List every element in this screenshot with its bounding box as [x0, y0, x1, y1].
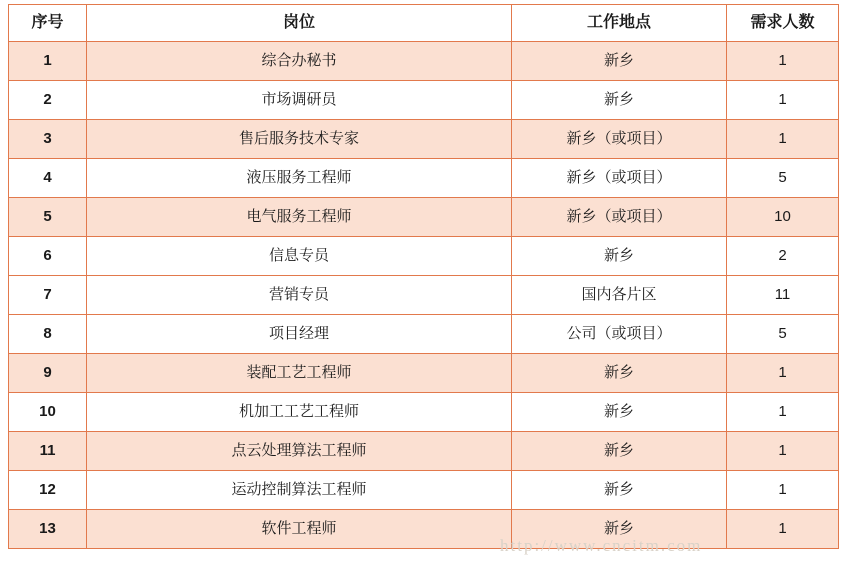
- cell-index: 7: [9, 276, 87, 315]
- table-row: [9, 42, 839, 81]
- cell-location: 新乡: [512, 432, 727, 471]
- cell-position: 售后服务技术专家: [87, 120, 512, 159]
- column-header-count: 需求人数: [727, 5, 839, 42]
- cell-index: 11: [9, 432, 87, 471]
- table-row: [9, 198, 839, 237]
- table-row: [9, 510, 839, 549]
- cell-position: 信息专员: [87, 237, 512, 276]
- cell-location: 新乡（或项目）: [512, 159, 727, 198]
- cell-count: 5: [727, 159, 839, 198]
- cell-location: 新乡: [512, 393, 727, 432]
- cell-position: 液压服务工程师: [87, 159, 512, 198]
- cell-location: 新乡: [512, 471, 727, 510]
- cell-index: 4: [9, 159, 87, 198]
- cell-location: 新乡（或项目）: [512, 198, 727, 237]
- cell-index: 8: [9, 315, 87, 354]
- cell-count: 1: [727, 393, 839, 432]
- table-row: [9, 120, 839, 159]
- table-row: [9, 81, 839, 120]
- cell-count: 1: [727, 471, 839, 510]
- cell-count: 1: [727, 42, 839, 81]
- cell-location: 新乡: [512, 81, 727, 120]
- cell-position: 综合办秘书: [87, 42, 512, 81]
- cell-location: 国内各片区: [512, 276, 727, 315]
- cell-location: 新乡: [512, 237, 727, 276]
- cell-index: 5: [9, 198, 87, 237]
- cell-count: 1: [727, 432, 839, 471]
- cell-index: 3: [9, 120, 87, 159]
- cell-position: 装配工艺工程师: [87, 354, 512, 393]
- cell-count: 1: [727, 120, 839, 159]
- cell-index: 1: [9, 42, 87, 81]
- cell-count: 5: [727, 315, 839, 354]
- cell-location: 新乡: [512, 510, 727, 549]
- cell-index: 9: [9, 354, 87, 393]
- cell-location: 新乡: [512, 42, 727, 81]
- job-requirements-table-container: [8, 4, 838, 549]
- cell-count: 11: [727, 276, 839, 315]
- table-row: [9, 432, 839, 471]
- cell-index: 6: [9, 237, 87, 276]
- table-body: [9, 42, 839, 549]
- table-row: [9, 471, 839, 510]
- table-row: [9, 237, 839, 276]
- cell-location: 公司（或项目）: [512, 315, 727, 354]
- table-row: [9, 159, 839, 198]
- cell-count: 1: [727, 81, 839, 120]
- column-header-location: 工作地点: [512, 5, 727, 42]
- cell-count: 10: [727, 198, 839, 237]
- table-header: [9, 5, 839, 42]
- cell-position: 机加工工艺工程师: [87, 393, 512, 432]
- cell-count: 2: [727, 237, 839, 276]
- table-row: [9, 393, 839, 432]
- cell-location: 新乡: [512, 354, 727, 393]
- cell-position: 市场调研员: [87, 81, 512, 120]
- column-header-index: 序号: [9, 5, 87, 42]
- cell-position: 营销专员: [87, 276, 512, 315]
- cell-index: 12: [9, 471, 87, 510]
- column-header-position: 岗位: [87, 5, 512, 42]
- cell-position: 点云处理算法工程师: [87, 432, 512, 471]
- cell-position: 电气服务工程师: [87, 198, 512, 237]
- watermark: http://www.cncitm.com: [500, 536, 703, 555]
- cell-index: 10: [9, 393, 87, 432]
- cell-count: 1: [727, 510, 839, 549]
- cell-position: 运动控制算法工程师: [87, 471, 512, 510]
- cell-position: 项目经理: [87, 315, 512, 354]
- cell-index: 13: [9, 510, 87, 549]
- cell-position: 软件工程师: [87, 510, 512, 549]
- table-row: [9, 354, 839, 393]
- cell-index: 2: [9, 81, 87, 120]
- cell-count: 1: [727, 354, 839, 393]
- cell-location: 新乡（或项目）: [512, 120, 727, 159]
- job-requirements-table: [8, 4, 839, 549]
- table-row: [9, 276, 839, 315]
- table-row: [9, 315, 839, 354]
- table-header-row: [9, 5, 839, 42]
